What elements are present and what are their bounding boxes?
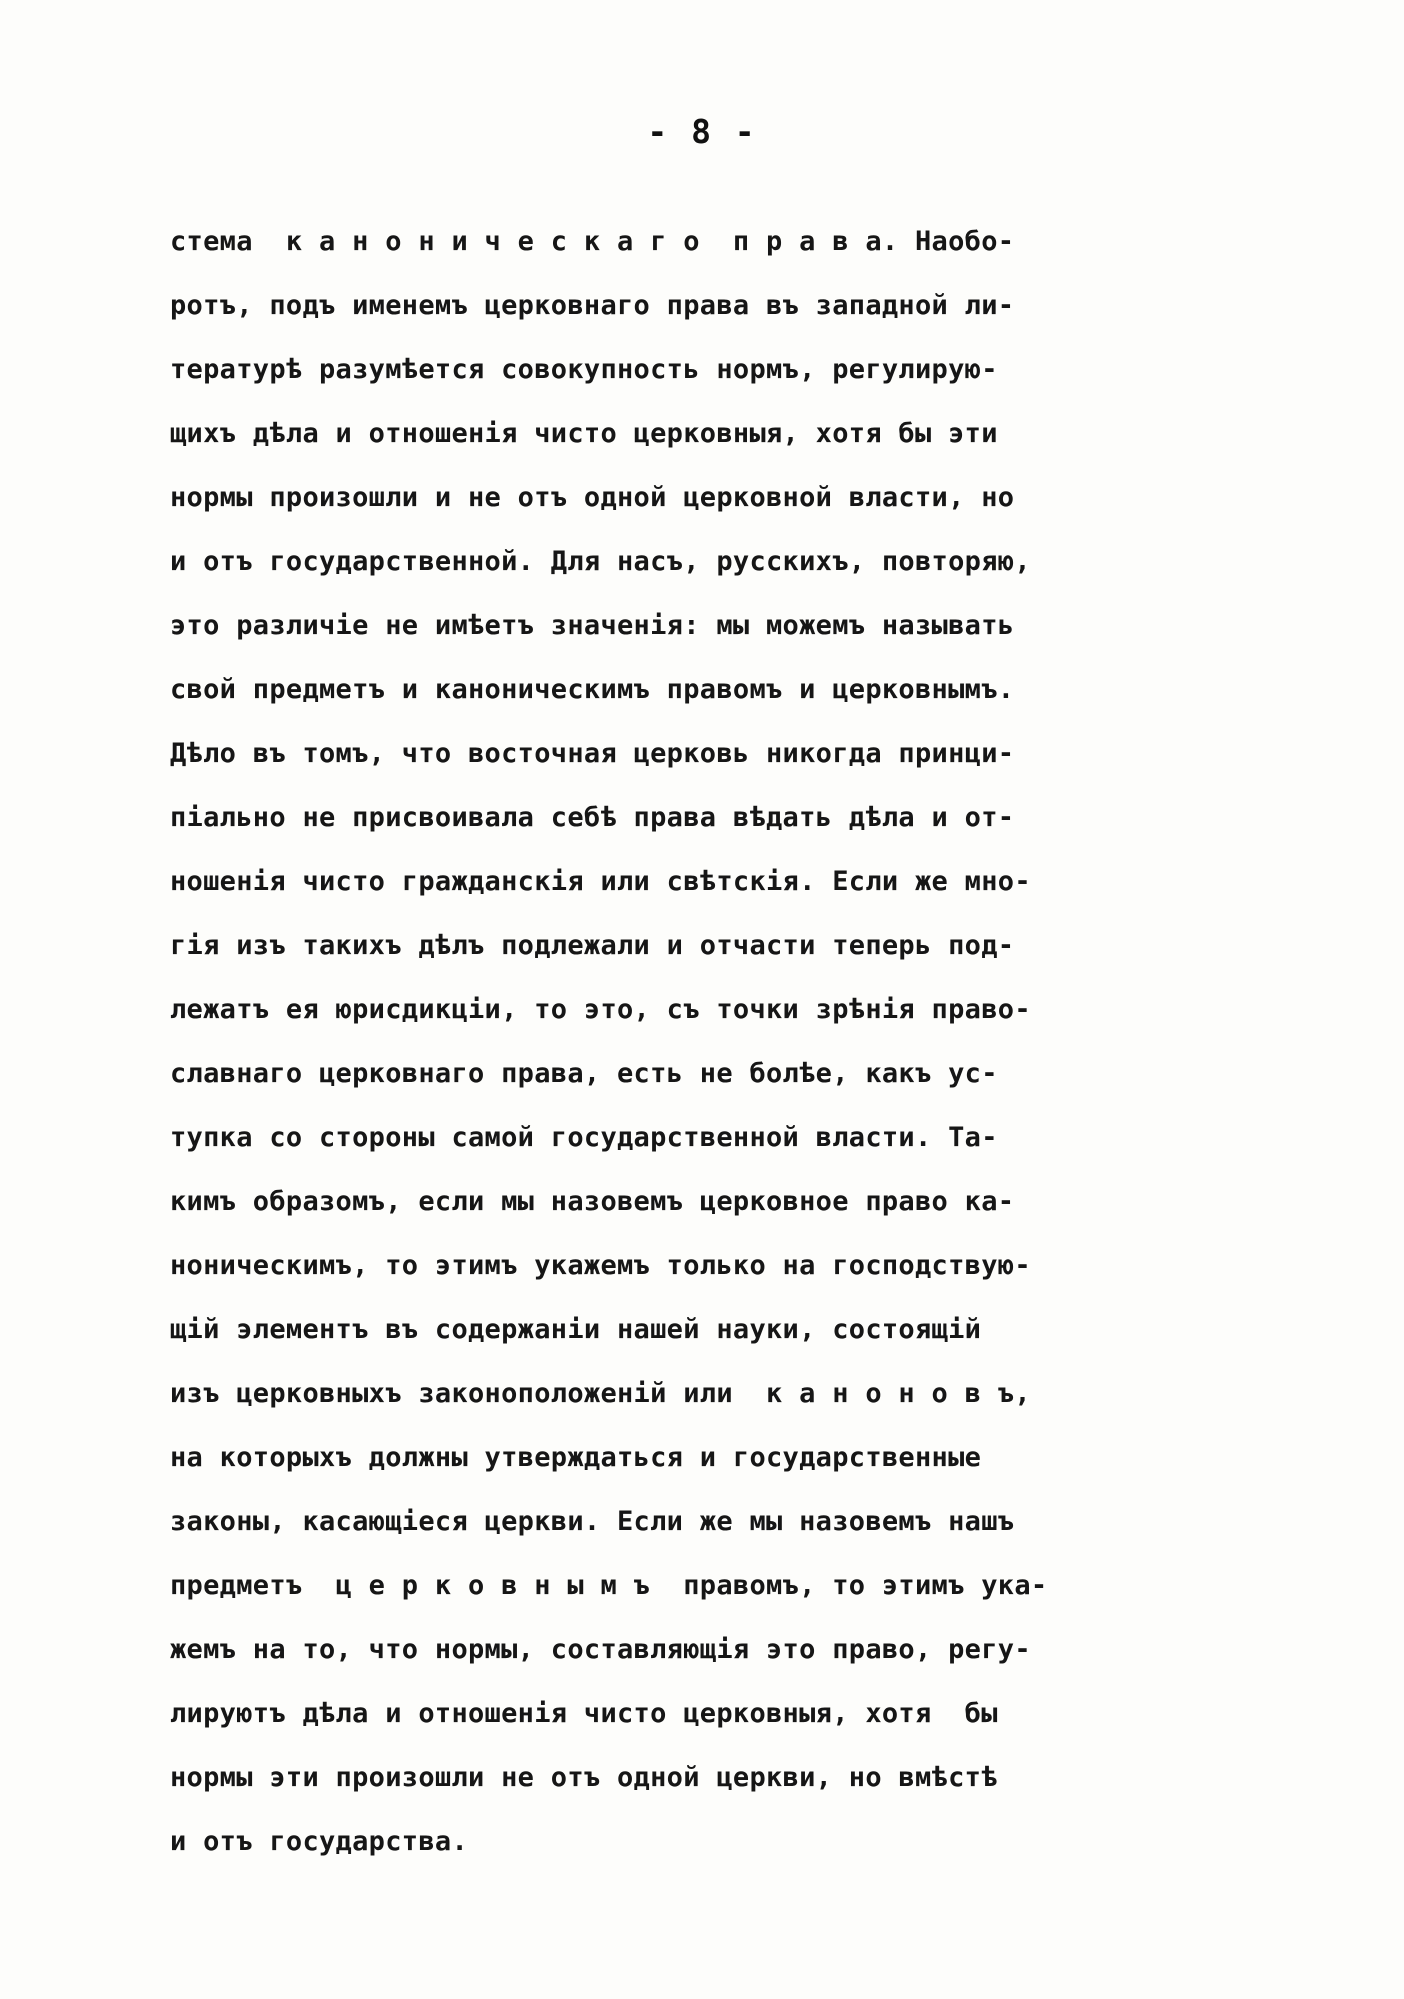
text-line: на которыхъ должны утверждаться и государственные [170,1442,982,1473]
text-line: ношенія чисто гражданскія или свѣтскія. Если же мно- [170,866,1031,897]
text-line: лируютъ дѣла и отношенія чисто церковныя, хотя бы [170,1698,998,1729]
text-line: славнаго церковнаго права, есть не болѣе, какъ ус- [170,1058,998,1089]
body-text [170,210,1270,1874]
text-line: гія изъ такихъ дѣлъ подлежали и отчасти теперь под- [170,930,1015,961]
page-number: - 8 - [647,112,757,151]
text-line: щій элементъ въ содержаніи нашей науки, состоящій [170,1314,982,1345]
text-line: тупка со стороны самой государственной власти. Та- [170,1122,998,1153]
text-line: предметъ ц е р к о в н ы м ъ правомъ, то этимъ ука- [170,1570,1048,1601]
text-line: законы, касающіеся церкви. Если же мы назовемъ нашъ [170,1506,1015,1537]
text-line: изъ церковныхъ законоположеній или к а н о н о в ъ, [170,1378,1031,1409]
text-line: лежатъ ея юрисдикціи, то это, съ точки зрѣнія право- [170,994,1031,1025]
text-line: нормы эти произошли не отъ одной церкви, но вмѣстѣ [170,1762,998,1793]
text-line: ноническимъ, то этимъ укажемъ только на господствую- [170,1250,1031,1281]
text-line: Дѣло въ томъ, что восточная церковь никогда принци- [170,738,1015,769]
text-line: и отъ государства. [170,1826,468,1857]
text-line: ротъ, подъ именемъ церковнаго права въ западной ли- [170,290,1015,321]
text-line: жемъ на то, что нормы, составляющія это право, регу- [170,1634,1031,1665]
text-line: это различіе не имѣетъ значенія: мы можемъ называть [170,610,1015,641]
text-line: стема к а н о н и ч е с к а г о п р а в а. Наобо- [170,226,1015,257]
text-line: тературѣ разумѣется совокупность нормъ, регулирую- [170,354,998,385]
text-line: и отъ государственной. Для насъ, русскихъ, повторяю, [170,546,1031,577]
text-line: щихъ дѣла и отношенія чисто церковныя, хотя бы эти [170,418,998,449]
text-line: кимъ образомъ, если мы назовемъ церковное право ка- [170,1186,1015,1217]
text-line: свой предметъ и каноническимъ правомъ и церковнымъ. [170,674,1015,705]
text-line: нормы произошли и не отъ одной церковной власти, но [170,482,1015,513]
text-line: піально не присвоивала себѣ права вѣдать дѣла и от- [170,802,1015,833]
